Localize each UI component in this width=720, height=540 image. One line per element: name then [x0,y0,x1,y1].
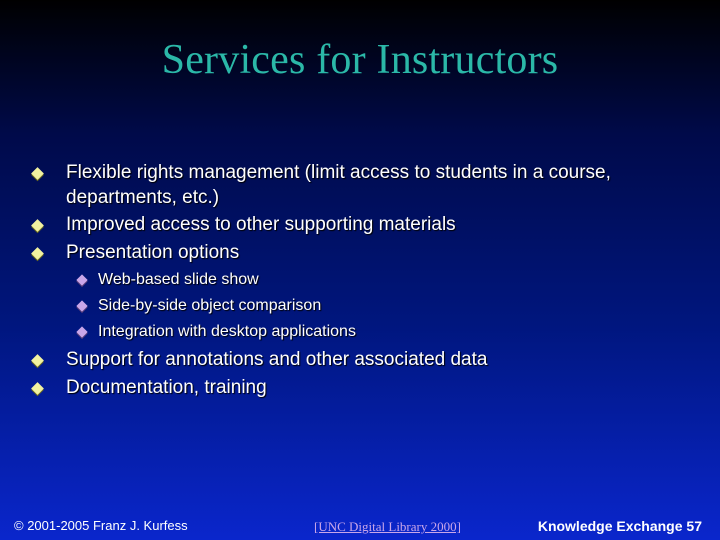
sub-bullet-item [98,319,356,345]
bullet-item [66,160,666,210]
source-link[interactable]: [UNC Digital Library 2000] [314,519,461,534]
diamond-bullet-icon [31,382,44,395]
bullet-text: Improved access to other supporting materials [66,214,456,235]
sub-bullet-item [98,267,259,293]
bullet-item [66,347,487,372]
sub-bullet-item [98,293,321,319]
page-number: 57 [686,518,702,534]
sub-bullet-text: Web-based slide show [98,271,259,288]
sub-bullet-text: Integration with desktop applications [98,323,356,340]
bullet-item [66,375,267,400]
diamond-bullet-icon [31,354,44,367]
copyright-footer: © 2001-2005 Franz J. Kurfess [14,518,188,533]
bullet-item [66,240,239,265]
bullet-text: Flexible rights management (limit access to students in a course, departments, etc.) [66,162,611,208]
diamond-bullet-icon [76,326,87,337]
slide-title: Services for Instructors [161,37,559,83]
diamond-bullet-icon [31,167,44,180]
sub-bullet-text: Side-by-side object comparison [98,297,322,314]
diamond-bullet-icon [76,274,87,285]
diamond-bullet-icon [31,219,44,232]
bullet-text: Support for annotations and other associated data [66,349,488,370]
bullet-text: Documentation, training [66,377,267,398]
diamond-bullet-icon [76,300,87,311]
diamond-bullet-icon [31,247,44,260]
bullet-item [66,212,456,237]
bullet-text: Presentation options [66,242,240,263]
footer-page-label [538,518,702,534]
footer-label: Knowledge Exchange [537,518,683,534]
